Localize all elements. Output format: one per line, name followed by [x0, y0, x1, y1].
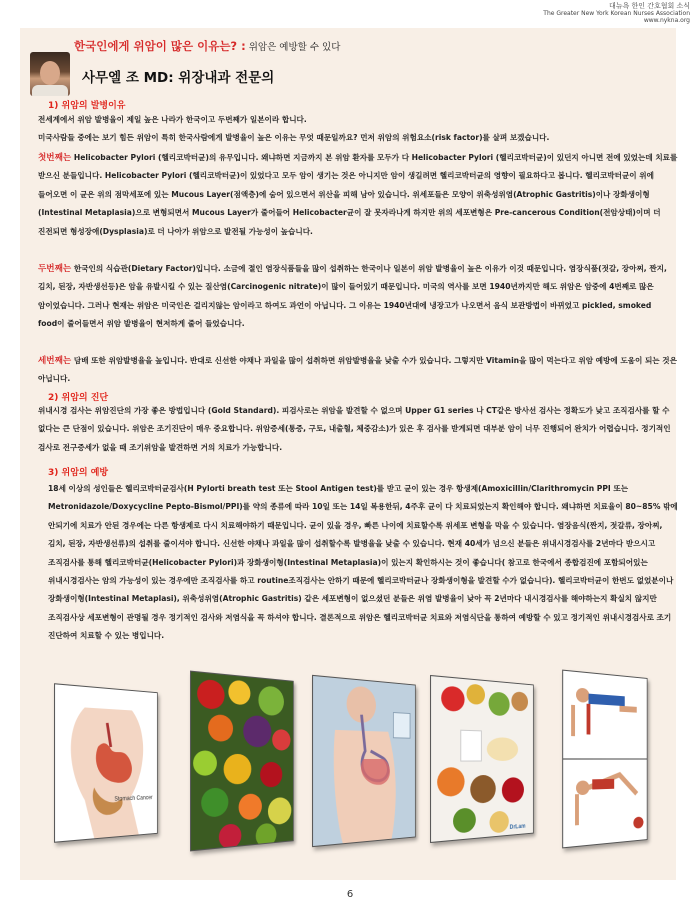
- page-number: 6: [346, 889, 354, 900]
- first-factor-text: Helicobacter Pylori (헬리코박터균)의 유무입니다. 왜냐하면 지금까지 본 위암 환자를 모두가 다 Helicobacter Pylori (헬리코박터균)이 있던지 아니면 전에 있었는데 치료를 받으신 분들입니다. Helicobacter Pylori (헬리코박터균)이 있었다고 모두 암이 생기는 것은 아니지만 암이 생길려면 헬리코박터균의 영향이 필요하다고 봅니다. 헬리코박터균이 위에 들어오면 이 균은 위의 점막세포에 있는 Mucous Layer(점액층)에 숨어 있으면서 위산을 피해 남아 있습니다. 위세포들은 모양이 위축성위염(Atrophic Gastritis)이나 장화생이형(Intestinal Metaplasia)으로 변형되면서 Mucous Layer가 줄어들어 Helicobacter균이 잘 못자라나게 하지만 위의 세포변형은 Pre-cancerous Condition(전암상태)이며 더 진전되면 형성장애(Dysplasia)로 더 나아가 위암으로 발전될 가능성이 높습니다.: [38, 153, 678, 236]
- stomach-image-caption: Stomach Cancer: [114, 795, 153, 803]
- second-factor-label: 두번째는: [38, 264, 72, 274]
- vegetables-fruits-image: [190, 671, 294, 852]
- paragraph-third-factor: [38, 352, 678, 389]
- author-byline: 사무엘 조 MD: 위장내과 전문의: [82, 70, 275, 86]
- article-page: [20, 28, 676, 880]
- paragraph-second-factor: [38, 260, 678, 334]
- healthy-food-image: [430, 675, 534, 843]
- stomach-anatomy-image: [54, 683, 158, 843]
- paragraph-intro-1: 전세계에서 위암 발병율이 제일 높은 나라가 한국이고 두번째가 일본이라 합니다.: [38, 115, 307, 124]
- org-name-english: The Greater New York Korean Nurses Association: [543, 10, 690, 17]
- org-name-korean: 대뉴욕 한인 간호협회 소식: [608, 2, 690, 10]
- exercise-illustration-image: [562, 670, 647, 849]
- endoscopy-illustration-image: [312, 675, 416, 847]
- section-heading-diagnosis: 2) 위암의 진단: [48, 393, 109, 403]
- paragraph-intro-2: 미국사람들 중에는 보기 힘든 위암이 특히 한국사람에게 발병율이 높은 이유는 무엇 때문일까요? 먼저 위암의 위험요소(risk factor)를 살펴 보겠습니다.: [38, 133, 550, 142]
- second-factor-text: 한국인의 식습관(Dietary Factor)입니다. 소금에 절인 염장식품들을 많이 섭취하는 한국이나 일본이 위암 발병율이 높은 이유가 이것 때문입니다. 염장식품(젓갈, 장아찌, 짠지, 김치, 된장, 자반생선등)은 암을 유발시킬 수 있는 질산염(Carcinogenic nitrate)이 많이 들어있기 때문입니다. 미국의 역사를 보면 1940년까지만 해도 위암은 암중에 4번째로 많은 암이었습니다. 그러나 현재는 위암은 미국인은 걸리지않는 암이라고 하여도 과언이 아닙니다. 그 이유는 1940년대에 냉장고가 나오면서 음식 보관방법이 바뀌었고 pickled, smoked food이 줄어들면서 위암 발병율이 현저하게 줄어 들었습니다.: [38, 264, 667, 329]
- illustration-strip: [20, 666, 676, 866]
- section-heading-prevention: 3) 위암의 예방: [48, 468, 109, 478]
- first-factor-label: 첫번째는: [38, 153, 72, 163]
- org-header: [543, 3, 690, 24]
- title-subtitle: 위암은 예방할 수 있다: [245, 42, 341, 53]
- paragraph-diagnosis: 위내시경 검사는 위암진단의 가장 좋은 방법입니다 (Gold Standard). 피검사로는 위암을 발견할 수 없으며 Upper G1 series 나 CT같은 방사선 검사는 정확도가 낮고 조직검사를 할 수 없다는 큰 단점이 있습니다. 위암은 조기진단이 매우 중요합니다. 위암증세(통증, 구토, 내출혈, 체중감소)가 있은 후 검사를 받게되면 대부분 암이 너무 진행되어 완치가 어렵습니다. 정기적인 검사로 전구증세가 없을 때 조기위암을 발견하면 거의 치료가 가능합니다.: [38, 406, 671, 452]
- section-heading-cause: 1) 위암의 발병이유: [48, 101, 126, 111]
- paragraph-first-factor: [38, 149, 678, 241]
- third-factor-label: 세번째는: [38, 356, 72, 366]
- author-photo: [30, 52, 70, 96]
- title-main: 한국인에게 위암이 많은 이유는? :: [74, 39, 246, 53]
- food-image-watermark: DrLam: [509, 823, 526, 831]
- article-title: [74, 38, 340, 54]
- paragraph-prevention: 18세 이상의 성인들은 헬리코박터균검사(H Pylorti breath test 또는 Stool Antigen test)를 받고 균이 있는 경우 항생제(Amoxicillin/Clarithromycin PPI 또는 Metronidazole/Doxycycline Pepto-Bismol/PPI)를 약의 종류에 따라 10일 또는 14일 복용한뒤, 4주후 균이 다 치료되었는지 확인해야 합니다. 왜냐하면 치료율이 80~85% 밖에 안되기에 치료가 안된 경우에는 다른 항생제로 다시 치료해야하기 때문입니다. 균이 있을 경우, 빠른 나이에 치료할수록 위세포 변형을 막을 수 있습니다. 염장음식(짠지, 젓갈류, 장아찌, 김치, 된장, 자반생선류)의 섭취를 줄이셔야 합니다. 신선한 야채나 과일을 많이 섭취할수록 발병율을 낮출 수 있습니다. 현재 40세가 넘으신 분들은 위내시경검사를 2년마다 받으시고 조직검사를 통해 헬리코박터균(Helicobacter Pylori)과 장화생이형(Intestinal Metaplasia)이 있는지 확인하시는 것이 좋습니다( 참고로 한국에서 종합검진에 포함되어있는 위내시경검사는 암의 가능성이 있는 경우에만 조직검사를 하고 routine조직검사는 안하기 때문에 헬리코박터균나 장화생이형을 발견할 수가 없습니다). 헬리코박터균이 한번도 없었분이나 장화생이형(Intestinal Metaplasi), 위축성위염(Atrophic Gastritis) 같은 세포변형이 없으셨던 분들은 위염 발병율이 낮아 꼭 2년마다 내시경검사를 해야하는지 확실치 않지만 조직검사상 세포변형이 관명될 경우 정기적인 검사와 저염식을 꼭 하셔야 합니다. 결론적으로 위암은 헬리코박터균 치료와 저염식단을 통하여 예방할 수 있고 정기적인 위내시경검사로 조기 진단하여 치료할 수 있는 병입니다.: [48, 484, 678, 641]
- third-factor-text: 담배 또한 위암발병율을 높입니다. 반대로 신선한 야채나 과일을 많이 섭취하면 위암발병율을 낮출 수가 있습니다. 그렇지만 Vitamin을 많이 먹는다고 위암 예방에 도움이 되는 것은 아닙니다.: [38, 356, 677, 384]
- org-website: www.nykna.org: [643, 17, 690, 24]
